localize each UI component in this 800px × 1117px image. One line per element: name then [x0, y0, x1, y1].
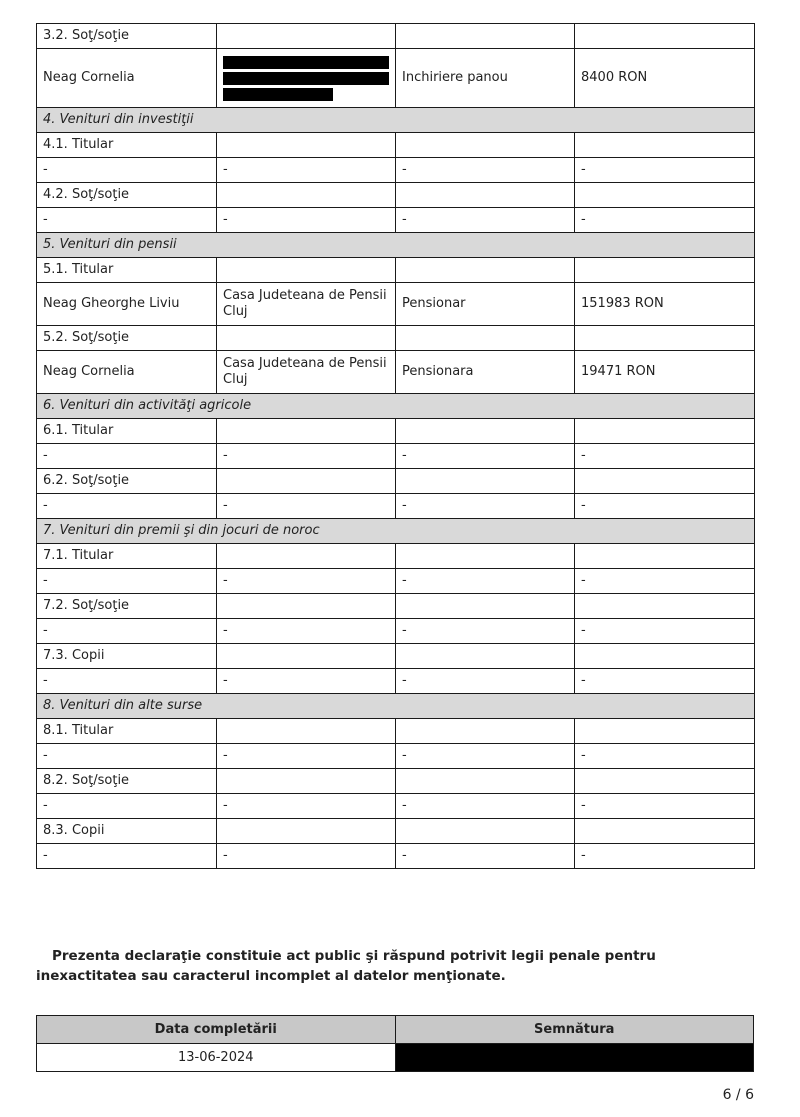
- table-row: [37, 719, 755, 744]
- table-cell: -: [396, 444, 575, 469]
- table-cell: [575, 719, 755, 744]
- table-row: [37, 844, 755, 869]
- table-cell: 8.2. Soţ/soţie: [37, 769, 217, 794]
- table-cell: Pensionar: [396, 283, 575, 326]
- table-cell: [217, 769, 396, 794]
- table-cell: -: [217, 444, 396, 469]
- table-row: [37, 669, 755, 694]
- table-row: [37, 133, 755, 158]
- table-cell: -: [217, 794, 396, 819]
- table-cell: [217, 819, 396, 844]
- table-cell: Casa Judeteana de Pensii Cluj: [217, 351, 396, 394]
- table-cell: [575, 469, 755, 494]
- table-cell: [575, 133, 755, 158]
- date-value: 13-06-2024: [37, 1044, 396, 1072]
- table-cell: [217, 419, 396, 444]
- table-cell: -: [396, 494, 575, 519]
- table-cell: -: [37, 669, 217, 694]
- table-row: [37, 769, 755, 794]
- table-row: [37, 208, 755, 233]
- table-row: [37, 351, 755, 394]
- table-cell: -: [37, 794, 217, 819]
- table-cell: [396, 544, 575, 569]
- table-cell: [575, 544, 755, 569]
- table-cell: -: [575, 444, 755, 469]
- table-cell: [217, 719, 396, 744]
- table-cell: [217, 469, 396, 494]
- table-cell: [217, 544, 396, 569]
- table-cell: -: [37, 619, 217, 644]
- table-cell: [575, 644, 755, 669]
- table-cell: -: [217, 158, 396, 183]
- table-cell: -: [217, 669, 396, 694]
- table-cell: -: [575, 794, 755, 819]
- table-cell: [396, 469, 575, 494]
- table-cell: 6.2. Soţ/soţie: [37, 469, 217, 494]
- table-row: [37, 819, 755, 844]
- table-row: [37, 794, 755, 819]
- table-cell: 7.3. Copii: [37, 644, 217, 669]
- redaction-bar: [223, 56, 389, 69]
- section-title: 4. Venituri din investiţii: [37, 108, 755, 133]
- table-row: [37, 419, 755, 444]
- signature-header: Semnătura: [395, 1016, 754, 1044]
- table-row: [37, 644, 755, 669]
- table-cell: Inchiriere panou: [396, 49, 575, 108]
- table-cell: Neag Cornelia: [37, 49, 217, 108]
- section-title: 6. Venituri din activităţi agricole: [37, 394, 755, 419]
- table-cell: 6.1. Titular: [37, 419, 217, 444]
- table-cell: -: [37, 208, 217, 233]
- table-cell: [396, 24, 575, 49]
- table-cell: [575, 819, 755, 844]
- table-cell: -: [575, 619, 755, 644]
- table-cell: -: [575, 669, 755, 694]
- table-cell: 151983 RON: [575, 283, 755, 326]
- table-cell: -: [396, 669, 575, 694]
- table-cell: [575, 258, 755, 283]
- redacted-cell: [217, 49, 396, 108]
- table-cell: [575, 326, 755, 351]
- signature-redacted: [395, 1044, 754, 1072]
- table-row: [37, 619, 755, 644]
- section-title: 7. Venituri din premii şi din jocuri de noroc: [37, 519, 755, 544]
- table-cell: 8.1. Titular: [37, 719, 217, 744]
- section-header-row: [37, 233, 755, 258]
- redaction-bar: [223, 72, 389, 85]
- table-cell: 8.3. Copii: [37, 819, 217, 844]
- table-cell: -: [217, 208, 396, 233]
- signature-table: [36, 1015, 754, 1072]
- section-title: 5. Venituri din pensii: [37, 233, 755, 258]
- table-cell: -: [575, 569, 755, 594]
- redaction-bar: [223, 88, 333, 101]
- table-cell: [396, 258, 575, 283]
- section-header-row: [37, 108, 755, 133]
- table-cell: [217, 258, 396, 283]
- table-cell: -: [217, 844, 396, 869]
- table-cell: [396, 326, 575, 351]
- table-cell: [575, 769, 755, 794]
- table-cell: [396, 644, 575, 669]
- table-row: [37, 49, 755, 108]
- table-cell: [217, 644, 396, 669]
- table-cell: 8400 RON: [575, 49, 755, 108]
- table-row: [37, 183, 755, 208]
- table-row: [37, 158, 755, 183]
- table-cell: 7.1. Titular: [37, 544, 217, 569]
- table-row: [37, 569, 755, 594]
- table-cell: -: [396, 744, 575, 769]
- table-cell: [396, 419, 575, 444]
- income-table: [36, 23, 755, 869]
- section-header-row: [37, 694, 755, 719]
- table-cell: -: [37, 158, 217, 183]
- table-cell: [396, 769, 575, 794]
- table-row: [37, 544, 755, 569]
- table-row: [37, 744, 755, 769]
- table-cell: -: [575, 844, 755, 869]
- table-cell: Pensionara: [396, 351, 575, 394]
- table-cell: -: [217, 619, 396, 644]
- table-cell: -: [396, 619, 575, 644]
- table-cell: -: [37, 569, 217, 594]
- table-cell: [575, 594, 755, 619]
- date-header: Data completării: [37, 1016, 396, 1044]
- section-header-row: [37, 394, 755, 419]
- table-cell: [217, 133, 396, 158]
- table-cell: [575, 24, 755, 49]
- table-cell: -: [37, 844, 217, 869]
- table-cell: 4.1. Titular: [37, 133, 217, 158]
- table-cell: [396, 133, 575, 158]
- table-cell: [396, 594, 575, 619]
- table-cell: -: [575, 208, 755, 233]
- table-cell: -: [575, 744, 755, 769]
- table-cell: -: [37, 494, 217, 519]
- table-cell: 5.2. Soţ/soţie: [37, 326, 217, 351]
- table-row: [37, 283, 755, 326]
- page-number: 6 / 6: [722, 1087, 754, 1103]
- table-row: [37, 469, 755, 494]
- table-cell: 7.2. Soţ/soţie: [37, 594, 217, 619]
- table-cell: [217, 24, 396, 49]
- table-cell: [217, 183, 396, 208]
- table-row: [37, 326, 755, 351]
- table-cell: [396, 719, 575, 744]
- table-cell: -: [396, 569, 575, 594]
- table-row: [37, 494, 755, 519]
- table-cell: 5.1. Titular: [37, 258, 217, 283]
- table-row: [37, 258, 755, 283]
- table-cell: -: [37, 744, 217, 769]
- table-cell: -: [217, 569, 396, 594]
- section-title: 8. Venituri din alte surse: [37, 694, 755, 719]
- table-cell: [396, 819, 575, 844]
- table-row: [37, 444, 755, 469]
- table-cell: -: [575, 494, 755, 519]
- table-cell: -: [217, 744, 396, 769]
- table-cell: [396, 183, 575, 208]
- table-cell: [575, 183, 755, 208]
- table-cell: 4.2. Soţ/soţie: [37, 183, 217, 208]
- table-cell: -: [217, 494, 396, 519]
- table-cell: 3.2. Soţ/soţie: [37, 24, 217, 49]
- table-row: [37, 594, 755, 619]
- table-cell: -: [396, 844, 575, 869]
- table-cell: Neag Gheorghe Liviu: [37, 283, 217, 326]
- table-cell: Casa Judeteana de Pensii Cluj: [217, 283, 396, 326]
- table-cell: [217, 326, 396, 351]
- table-cell: -: [37, 444, 217, 469]
- table-row: [37, 24, 755, 49]
- declaration-statement: Prezenta declaraţie constituie act public şi răspund potrivit legii penale pentru inexactitatea sau caracterul incomplet al datelor menţionate.: [36, 948, 656, 984]
- table-cell: Neag Cornelia: [37, 351, 217, 394]
- section-header-row: [37, 519, 755, 544]
- table-cell: -: [396, 208, 575, 233]
- table-cell: -: [396, 158, 575, 183]
- table-cell: -: [575, 158, 755, 183]
- table-cell: [575, 419, 755, 444]
- table-cell: [217, 594, 396, 619]
- table-cell: -: [396, 794, 575, 819]
- table-cell: 19471 RON: [575, 351, 755, 394]
